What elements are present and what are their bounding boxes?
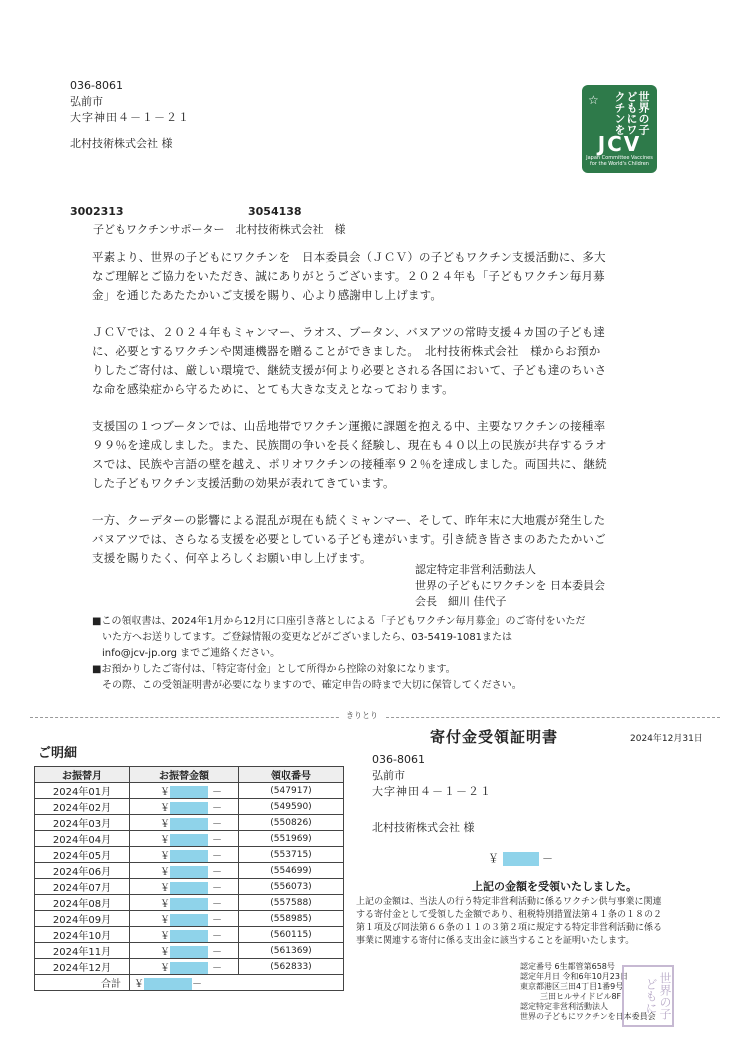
legal-text — [356, 896, 662, 948]
para4-line1: 一方、クーデターの影響による混乱が現在も続くミャンマー、そして、昨年末に大地震が発生した — [92, 513, 606, 527]
para3-line4: した子どもワクチン支援活動の効果が表れてきています。 — [92, 476, 395, 490]
row-amount — [130, 831, 239, 847]
amount-dash: － — [212, 931, 222, 942]
yen-sign: ￥ — [160, 883, 170, 894]
row-receipt: (553715) — [239, 847, 344, 863]
logo-english: Japan Committee Vaccines for the World's Children — [586, 155, 653, 167]
row-month: 2024年08月 — [35, 895, 130, 911]
yen-sign: ￥ — [160, 963, 170, 974]
certificate-title: 寄付金受領証明書 — [430, 728, 559, 746]
row-amount — [130, 815, 239, 831]
letter-body — [92, 248, 607, 568]
legal-line: 上記の金額は、当法人の行う特定非営利活動に係るワクチン供与事業に関連 — [356, 897, 662, 907]
street: 大字神田４－１－２１ — [70, 111, 190, 124]
row-amount — [130, 863, 239, 879]
recipient-name: 北村技術株式会社 様 — [70, 137, 173, 150]
table-row — [35, 799, 344, 815]
salutation: 子どもワクチンサポーター 北村技術株式会社 様 — [93, 223, 346, 236]
para2-line3: りしたご寄付は、厳しい環境で、継続支援が何より必要とされる各国において、子ども達のちいさ — [92, 363, 607, 377]
legal-line: 事業に関連する寄付に係る支出金に該当することを証明いたします。 — [356, 936, 635, 946]
row-amount — [130, 911, 239, 927]
table-row — [35, 847, 344, 863]
para3-line1: 支援国の１つブータンでは、山岳地帯でワクチン運搬に課題を抱える中、主要なワクチンの接種率 — [92, 419, 606, 433]
row-month: 2024年11月 — [35, 943, 130, 959]
yen-sign: ￥ — [160, 787, 170, 798]
note-line: その際、この受領証明書が必要になりますので、確定申告の時まで大切に保管してください。 — [92, 680, 522, 691]
para3-line2: ９９％を達成しました。また、民族間の争いを長く経験し、現在も４０以上の民族が共存するラオ — [92, 438, 607, 452]
redacted-amount — [170, 866, 208, 878]
header-month: お振替月 — [35, 767, 130, 783]
redacted-amount — [170, 786, 208, 798]
logo-vertical-text: 世界の子どもにワクチンを — [613, 91, 650, 135]
row-amount — [130, 927, 239, 943]
yen-sign: ￥ — [160, 931, 170, 942]
redacted-amount — [170, 914, 208, 926]
cert-city: 弘前市 — [372, 769, 405, 782]
cert-postal: 036-8061 — [372, 753, 425, 766]
cert-footer-line: 認定年月日 令和6年10月23日 — [520, 972, 628, 981]
table-row — [35, 831, 344, 847]
table-row — [35, 879, 344, 895]
city: 弘前市 — [70, 95, 103, 108]
amount-dash: － — [212, 851, 222, 862]
cert-street: 大字神田４－１－２１ — [372, 785, 492, 798]
para1-line3: 金」を通じたあたたかいご支援を賜り、心より感謝申し上げます。 — [92, 288, 443, 302]
recipient-address — [70, 78, 190, 152]
row-month: 2024年09月 — [35, 911, 130, 927]
amount-dash: － — [212, 915, 222, 926]
para2-line1: ＪＣＶでは、２０２４年もミャンマー、ラオス、ブータン、バヌアツの常時支援４カ国の子ども達 — [92, 325, 606, 339]
yen-sign: ￥ — [160, 851, 170, 862]
row-month: 2024年06月 — [35, 863, 130, 879]
row-month: 2024年04月 — [35, 831, 130, 847]
row-amount — [130, 799, 239, 815]
table-row — [35, 911, 344, 927]
amount-dash: － — [212, 867, 222, 878]
amount-dash: － — [542, 852, 553, 865]
signature-block — [415, 562, 605, 610]
redacted-amount — [170, 802, 208, 814]
row-amount — [130, 959, 239, 975]
table-row — [35, 815, 344, 831]
row-receipt: (549590) — [239, 799, 344, 815]
total-blank — [239, 975, 344, 991]
row-amount — [130, 895, 239, 911]
row-amount — [130, 943, 239, 959]
certificate-date: 2024年12月31日 — [630, 734, 703, 744]
total-row — [35, 975, 344, 991]
yen-sign: ￥ — [160, 819, 170, 830]
cert-amount — [488, 851, 553, 867]
note-line: info@jcv-jp.org までご連絡ください。 — [92, 648, 281, 659]
row-receipt: (560115) — [239, 927, 344, 943]
amount-dash: － — [212, 899, 222, 910]
redacted-amount — [144, 978, 192, 990]
row-amount — [130, 783, 239, 799]
table-row — [35, 943, 344, 959]
details-table — [34, 766, 344, 991]
row-month: 2024年07月 — [35, 879, 130, 895]
para2-line4: な命を感染症から守るために、とても大きな支えとなっております。 — [92, 382, 454, 396]
row-receipt: (551969) — [239, 831, 344, 847]
row-month: 2024年03月 — [35, 815, 130, 831]
row-receipt: (547917) — [239, 783, 344, 799]
redacted-amount — [170, 946, 208, 958]
received-text: 上記の金額を受領いたしました。 — [472, 880, 637, 893]
row-amount — [130, 847, 239, 863]
redacted-amount — [170, 898, 208, 910]
row-month: 2024年02月 — [35, 799, 130, 815]
yen-sign: ￥ — [160, 835, 170, 846]
table-row — [35, 959, 344, 975]
official-seal-icon: 世界の子どもに — [622, 965, 674, 1027]
redacted-amount — [170, 850, 208, 862]
amount-dash: － — [212, 819, 222, 830]
para1-line1: 平素より、世界の子どもにワクチンを 日本委員会（ＪＣＶ）の子どもワクチン支援活動に、多大 — [92, 250, 606, 264]
row-receipt: (558985) — [239, 911, 344, 927]
postal-code: 036-8061 — [70, 79, 123, 92]
row-receipt: (556073) — [239, 879, 344, 895]
amount-dash: － — [212, 963, 222, 974]
row-receipt: (561369) — [239, 943, 344, 959]
yen-sign: ￥ — [134, 979, 144, 990]
cert-footer-line: 認定特定非営利活動法人 — [520, 1002, 608, 1011]
amount-dash: － — [212, 787, 222, 798]
header-amount: お振替金額 — [130, 767, 239, 783]
cert-footer-line: 三田ヒルサイドビル8F — [540, 992, 622, 1001]
cert-address — [372, 752, 492, 836]
table-row — [35, 927, 344, 943]
signature-org-type: 認定特定非営利活動法人 — [415, 563, 536, 576]
yen-sign: ￥ — [160, 915, 170, 926]
table-row — [35, 783, 344, 799]
cert-footer-line: 世界の子どもにワクチンを日本委員会 — [520, 1012, 656, 1021]
cert-recipient: 北村技術株式会社 様 — [372, 821, 475, 834]
amount-dash: － — [212, 803, 222, 814]
id-right: 3054138 — [248, 205, 302, 218]
amount-dash: － — [212, 835, 222, 846]
note-line: いた方へお送りしてます。ご登録情報の変更などがございましたら、03-5419-1081または — [92, 632, 513, 643]
legal-line: する寄付金として受領した金額であり、租税特別措置法第４１条の１８の２ — [356, 910, 663, 920]
table-row — [35, 863, 344, 879]
jcv-logo — [582, 85, 657, 173]
row-month: 2024年01月 — [35, 783, 130, 799]
row-amount — [130, 879, 239, 895]
cert-footer-line: 認定番号 6生都管第658号 — [520, 962, 615, 971]
row-receipt: (557588) — [239, 895, 344, 911]
yen-sign: ￥ — [160, 803, 170, 814]
amount-dash: － — [212, 883, 222, 894]
amount-dash: － — [212, 947, 222, 958]
redacted-amount — [170, 834, 208, 846]
total-amount — [130, 975, 239, 991]
note-line: ■お預かりしたご寄付は、「特定寄付金」として所得から控除の対象になります。 — [92, 664, 456, 675]
signature-president: 会長 細川 佳代子 — [415, 595, 507, 608]
row-receipt: (550826) — [239, 815, 344, 831]
row-month: 2024年12月 — [35, 959, 130, 975]
id-left: 3002313 — [70, 205, 124, 218]
redacted-amount — [170, 882, 208, 894]
cut-label: きりとり — [340, 710, 384, 721]
para2-line2: に、必要とするワクチンや関連機器を贈ることができました。 北村技術株式会社 様からお預か — [92, 344, 601, 358]
row-receipt: (562833) — [239, 959, 344, 975]
row-receipt: (554699) — [239, 863, 344, 879]
amount-dash: － — [192, 979, 202, 990]
para4-line3: 支援を賜りたく、何卒よろしくお願い申し上げます。 — [92, 551, 372, 565]
header-receipt: 領収番号 — [239, 767, 344, 783]
table-row — [35, 895, 344, 911]
logo-acronym: JCV — [597, 132, 642, 156]
yen-sign: ￥ — [160, 947, 170, 958]
note-line: ■この領収書は、2024年1月から12月に口座引き落としによる「子どもワクチン毎月募金」のご寄付をいただ — [92, 616, 586, 627]
yen-sign: ￥ — [488, 852, 499, 865]
signature-org-name: 世界の子どもにワクチンを 日本委員会 — [415, 579, 605, 592]
redacted-amount — [170, 962, 208, 974]
total-label: 合計 — [35, 975, 130, 991]
legal-line: 第１項及び同法第６６条の１１の３第２項に規定する特定非営利活動に係る — [356, 923, 663, 933]
details-title: ご明細 — [38, 746, 78, 761]
para4-line2: バヌアツでは、さらなる支援を必要としている子ども達がいます。引き続き皆さまのあたたかいご — [92, 532, 606, 546]
cert-footer-line: 東京都港区三田4丁目1番9号 — [520, 982, 624, 991]
para1-line2: なご理解とご協力をいただき、誠にありがとうございます。２０２４年も「子どもワクチン毎月募 — [92, 269, 605, 283]
row-month: 2024年05月 — [35, 847, 130, 863]
row-month: 2024年10月 — [35, 927, 130, 943]
para3-line3: スでは、民族や言語の壁を越え、ポリオワクチンの接種率９２％を達成しました。両国共に、継続 — [92, 457, 607, 471]
redacted-amount — [503, 852, 539, 866]
redacted-amount — [170, 818, 208, 830]
notes-block — [92, 614, 585, 694]
yen-sign: ￥ — [160, 867, 170, 878]
yen-sign: ￥ — [160, 899, 170, 910]
redacted-amount — [170, 930, 208, 942]
logo-mark-icon: ☆ — [588, 93, 599, 107]
